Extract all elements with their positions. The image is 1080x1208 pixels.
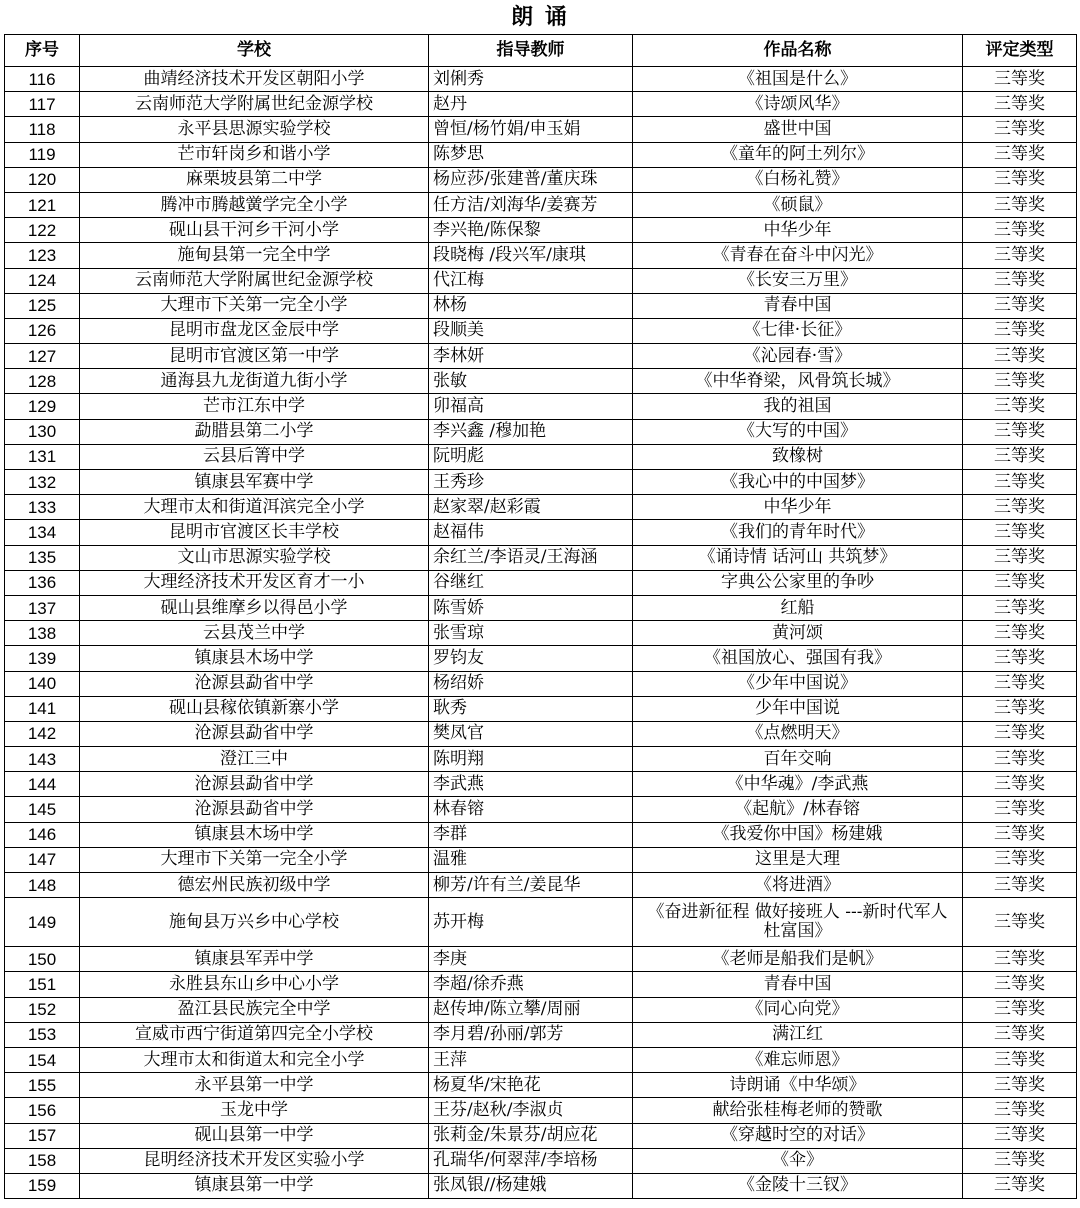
cell-school: 昆明经济技术开发区实验小学 bbox=[80, 1148, 429, 1173]
cell-work: 《大写的中国》 bbox=[633, 419, 963, 444]
cell-work: 《沁园春·雪》 bbox=[633, 344, 963, 369]
cell-num: 126 bbox=[5, 318, 80, 343]
cell-num: 143 bbox=[5, 747, 80, 772]
cell-work: 青春中国 bbox=[633, 972, 963, 997]
table-row bbox=[5, 243, 1077, 268]
cell-award: 三等奖 bbox=[963, 1098, 1077, 1123]
cell-teacher: 温雅 bbox=[429, 847, 633, 872]
cell-teacher: 刘俐秀 bbox=[429, 67, 633, 92]
cell-work: 中华少年 bbox=[633, 218, 963, 243]
cell-school: 大理市太和街道太和完全小学 bbox=[80, 1047, 429, 1072]
table-row bbox=[5, 847, 1077, 872]
cell-teacher: 耿秀 bbox=[429, 696, 633, 721]
cell-school: 永平县第一中学 bbox=[80, 1073, 429, 1098]
cell-school: 永胜县东山乡中心小学 bbox=[80, 972, 429, 997]
cell-teacher: 李超/徐乔燕 bbox=[429, 972, 633, 997]
cell-award: 三等奖 bbox=[963, 570, 1077, 595]
cell-teacher: 王萍 bbox=[429, 1047, 633, 1072]
cell-num: 130 bbox=[5, 419, 80, 444]
cell-teacher: 张敏 bbox=[429, 369, 633, 394]
cell-teacher: 王芬/赵秋/李淑贞 bbox=[429, 1098, 633, 1123]
table-row bbox=[5, 117, 1077, 142]
cell-num: 145 bbox=[5, 797, 80, 822]
cell-work: 《我心中的中国梦》 bbox=[633, 470, 963, 495]
cell-award: 三等奖 bbox=[963, 419, 1077, 444]
cell-award: 三等奖 bbox=[963, 444, 1077, 469]
cell-school: 大理市下关第一完全小学 bbox=[80, 847, 429, 872]
cell-award: 三等奖 bbox=[963, 997, 1077, 1022]
table-row bbox=[5, 394, 1077, 419]
cell-num: 135 bbox=[5, 545, 80, 570]
cell-work: 《硕鼠》 bbox=[633, 192, 963, 217]
cell-school: 沧源县勐省中学 bbox=[80, 797, 429, 822]
cell-num: 134 bbox=[5, 520, 80, 545]
cell-work: 《诵诗情 话河山 共筑梦》 bbox=[633, 545, 963, 570]
cell-work: 《少年中国说》 bbox=[633, 671, 963, 696]
award-table bbox=[4, 34, 1077, 1199]
cell-work: 《我爱你中国》杨建娥 bbox=[633, 822, 963, 847]
cell-num: 121 bbox=[5, 192, 80, 217]
cell-teacher: 陈梦思 bbox=[429, 142, 633, 167]
cell-num: 148 bbox=[5, 873, 80, 898]
cell-school: 镇康县军弄中学 bbox=[80, 947, 429, 972]
cell-work: 《难忘师恩》 bbox=[633, 1047, 963, 1072]
cell-school: 芒市江东中学 bbox=[80, 394, 429, 419]
cell-award: 三等奖 bbox=[963, 67, 1077, 92]
cell-award: 三等奖 bbox=[963, 671, 1077, 696]
cell-award: 三等奖 bbox=[963, 218, 1077, 243]
cell-num: 122 bbox=[5, 218, 80, 243]
cell-teacher: 张雪琼 bbox=[429, 621, 633, 646]
cell-award: 三等奖 bbox=[963, 847, 1077, 872]
table-row bbox=[5, 419, 1077, 444]
cell-teacher: 林杨 bbox=[429, 293, 633, 318]
cell-work: 《中华魂》/李武燕 bbox=[633, 772, 963, 797]
cell-teacher: 赵家翠/赵彩霞 bbox=[429, 495, 633, 520]
cell-work: 青春中国 bbox=[633, 293, 963, 318]
cell-teacher: 赵福伟 bbox=[429, 520, 633, 545]
cell-num: 150 bbox=[5, 947, 80, 972]
cell-teacher: 杨夏华/宋艳花 bbox=[429, 1073, 633, 1098]
cell-award: 三等奖 bbox=[963, 394, 1077, 419]
cell-award: 三等奖 bbox=[963, 268, 1077, 293]
table-row bbox=[5, 1098, 1077, 1123]
cell-school: 镇康县木场中学 bbox=[80, 646, 429, 671]
cell-award: 三等奖 bbox=[963, 873, 1077, 898]
table-row bbox=[5, 318, 1077, 343]
cell-teacher: 张凤银//杨建娥 bbox=[429, 1173, 633, 1198]
cell-school: 施甸县第一完全中学 bbox=[80, 243, 429, 268]
cell-work: 《金陵十三钗》 bbox=[633, 1173, 963, 1198]
cell-num: 152 bbox=[5, 997, 80, 1022]
cell-school: 麻栗坡县第二中学 bbox=[80, 167, 429, 192]
cell-teacher: 阮明彪 bbox=[429, 444, 633, 469]
cell-work: 《祖国是什么》 bbox=[633, 67, 963, 92]
cell-school: 昆明市盘龙区金辰中学 bbox=[80, 318, 429, 343]
cell-work: 献给张桂梅老师的赞歌 bbox=[633, 1098, 963, 1123]
cell-num: 140 bbox=[5, 671, 80, 696]
cell-num: 133 bbox=[5, 495, 80, 520]
cell-award: 三等奖 bbox=[963, 369, 1077, 394]
cell-school: 沧源县勐省中学 bbox=[80, 721, 429, 746]
cell-teacher: 孔瑞华/何翠萍/李培杨 bbox=[429, 1148, 633, 1173]
cell-teacher: 杨应莎/张建普/董庆珠 bbox=[429, 167, 633, 192]
cell-teacher: 李庚 bbox=[429, 947, 633, 972]
cell-school: 芒市轩岗乡和谐小学 bbox=[80, 142, 429, 167]
table-row bbox=[5, 1022, 1077, 1047]
cell-work: 《点燃明天》 bbox=[633, 721, 963, 746]
cell-work: 这里是大理 bbox=[633, 847, 963, 872]
table-row bbox=[5, 1173, 1077, 1198]
cell-work: 《老师是船我们是帆》 bbox=[633, 947, 963, 972]
table-row bbox=[5, 67, 1077, 92]
header-award: 评定类型 bbox=[963, 35, 1077, 67]
cell-award: 三等奖 bbox=[963, 167, 1077, 192]
cell-award: 三等奖 bbox=[963, 344, 1077, 369]
cell-num: 129 bbox=[5, 394, 80, 419]
cell-num: 137 bbox=[5, 595, 80, 620]
cell-num: 155 bbox=[5, 1073, 80, 1098]
cell-teacher: 任方洁/刘海华/姜赛芳 bbox=[429, 192, 633, 217]
cell-teacher: 李兴鑫 /穆加艳 bbox=[429, 419, 633, 444]
cell-num: 117 bbox=[5, 92, 80, 117]
cell-work: 少年中国说 bbox=[633, 696, 963, 721]
cell-award: 三等奖 bbox=[963, 898, 1077, 947]
cell-school: 砚山县第一中学 bbox=[80, 1123, 429, 1148]
table-row bbox=[5, 696, 1077, 721]
cell-num: 119 bbox=[5, 142, 80, 167]
cell-school: 勐腊县第二小学 bbox=[80, 419, 429, 444]
cell-teacher: 段顺美 bbox=[429, 318, 633, 343]
cell-school: 大理市太和街道洱滨完全小学 bbox=[80, 495, 429, 520]
cell-work: 致橡树 bbox=[633, 444, 963, 469]
cell-work: 红船 bbox=[633, 595, 963, 620]
header-work: 作品名称 bbox=[633, 35, 963, 67]
cell-award: 三等奖 bbox=[963, 495, 1077, 520]
cell-teacher: 罗钧友 bbox=[429, 646, 633, 671]
cell-teacher: 王秀珍 bbox=[429, 470, 633, 495]
cell-award: 三等奖 bbox=[963, 545, 1077, 570]
cell-teacher: 苏开梅 bbox=[429, 898, 633, 947]
cell-num: 124 bbox=[5, 268, 80, 293]
header-teacher: 指导教师 bbox=[429, 35, 633, 67]
cell-award: 三等奖 bbox=[963, 142, 1077, 167]
cell-work: 《七律·长征》 bbox=[633, 318, 963, 343]
cell-school: 通海县九龙街道九街小学 bbox=[80, 369, 429, 394]
table-row bbox=[5, 545, 1077, 570]
cell-work: 字典公公家里的争吵 bbox=[633, 570, 963, 595]
cell-school: 镇康县第一中学 bbox=[80, 1173, 429, 1198]
cell-school: 云县茂兰中学 bbox=[80, 621, 429, 646]
header-num: 序号 bbox=[5, 35, 80, 67]
table-row bbox=[5, 898, 1077, 947]
table-row bbox=[5, 192, 1077, 217]
cell-school: 沧源县勐省中学 bbox=[80, 772, 429, 797]
cell-work: 《起航》/林春镕 bbox=[633, 797, 963, 822]
cell-award: 三等奖 bbox=[963, 822, 1077, 847]
cell-award: 三等奖 bbox=[963, 972, 1077, 997]
cell-school: 大理市下关第一完全小学 bbox=[80, 293, 429, 318]
cell-teacher: 代江梅 bbox=[429, 268, 633, 293]
cell-work: 百年交响 bbox=[633, 747, 963, 772]
cell-num: 142 bbox=[5, 721, 80, 746]
cell-teacher: 陈雪娇 bbox=[429, 595, 633, 620]
cell-num: 116 bbox=[5, 67, 80, 92]
table-row bbox=[5, 293, 1077, 318]
cell-award: 三等奖 bbox=[963, 696, 1077, 721]
cell-teacher: 樊凤官 bbox=[429, 721, 633, 746]
cell-school: 曲靖经济技术开发区朝阳小学 bbox=[80, 67, 429, 92]
cell-work: 《祖国放心、强国有我》 bbox=[633, 646, 963, 671]
cell-num: 132 bbox=[5, 470, 80, 495]
cell-school: 沧源县勐省中学 bbox=[80, 671, 429, 696]
cell-num: 159 bbox=[5, 1173, 80, 1198]
cell-award: 三等奖 bbox=[963, 293, 1077, 318]
table-row bbox=[5, 167, 1077, 192]
cell-award: 三等奖 bbox=[963, 721, 1077, 746]
cell-work: 我的祖国 bbox=[633, 394, 963, 419]
cell-num: 120 bbox=[5, 167, 80, 192]
table-header-row bbox=[5, 35, 1077, 67]
table-row bbox=[5, 947, 1077, 972]
cell-teacher: 李群 bbox=[429, 822, 633, 847]
table-row bbox=[5, 595, 1077, 620]
cell-award: 三等奖 bbox=[963, 470, 1077, 495]
cell-work: 《童年的阿土列尔》 bbox=[633, 142, 963, 167]
cell-teacher: 李兴艳/陈保黎 bbox=[429, 218, 633, 243]
cell-teacher: 李月碧/孙丽/郭芳 bbox=[429, 1022, 633, 1047]
cell-num: 128 bbox=[5, 369, 80, 394]
table-row bbox=[5, 972, 1077, 997]
table-row bbox=[5, 873, 1077, 898]
page-title: 朗 诵 bbox=[511, 5, 569, 30]
cell-work: 《奋进新征程 做好接班人 ---新时代军人 杜富国》 bbox=[633, 898, 963, 947]
cell-work: 《穿越时空的对话》 bbox=[633, 1123, 963, 1148]
table-row bbox=[5, 772, 1077, 797]
cell-school: 腾冲市腾越黉学完全小学 bbox=[80, 192, 429, 217]
cell-work: 满江红 bbox=[633, 1022, 963, 1047]
cell-award: 三等奖 bbox=[963, 520, 1077, 545]
cell-num: 136 bbox=[5, 570, 80, 595]
cell-work: 《长安三万里》 bbox=[633, 268, 963, 293]
cell-work: 《将进酒》 bbox=[633, 873, 963, 898]
cell-work: 《伞》 bbox=[633, 1148, 963, 1173]
cell-teacher: 余红兰/李语灵/王海涵 bbox=[429, 545, 633, 570]
table-row bbox=[5, 570, 1077, 595]
table-row bbox=[5, 747, 1077, 772]
cell-num: 147 bbox=[5, 847, 80, 872]
cell-num: 151 bbox=[5, 972, 80, 997]
cell-award: 三等奖 bbox=[963, 595, 1077, 620]
cell-teacher: 柳芳/许有兰/姜昆华 bbox=[429, 873, 633, 898]
table-row bbox=[5, 671, 1077, 696]
cell-teacher: 杨绍娇 bbox=[429, 671, 633, 696]
cell-award: 三等奖 bbox=[963, 117, 1077, 142]
cell-award: 三等奖 bbox=[963, 1148, 1077, 1173]
table-row bbox=[5, 621, 1077, 646]
cell-work: 黄河颂 bbox=[633, 621, 963, 646]
cell-school: 大理经济技术开发区育才一小 bbox=[80, 570, 429, 595]
cell-num: 127 bbox=[5, 344, 80, 369]
table-row bbox=[5, 92, 1077, 117]
cell-award: 三等奖 bbox=[963, 747, 1077, 772]
cell-work: 《白杨礼赞》 bbox=[633, 167, 963, 192]
cell-award: 三等奖 bbox=[963, 92, 1077, 117]
cell-school: 砚山县维摩乡以得邑小学 bbox=[80, 595, 429, 620]
cell-school: 澄江三中 bbox=[80, 747, 429, 772]
cell-num: 123 bbox=[5, 243, 80, 268]
table-row bbox=[5, 142, 1077, 167]
cell-school: 镇康县军赛中学 bbox=[80, 470, 429, 495]
cell-award: 三等奖 bbox=[963, 621, 1077, 646]
cell-school: 宣威市西宁街道第四完全小学校 bbox=[80, 1022, 429, 1047]
cell-school: 文山市思源实验学校 bbox=[80, 545, 429, 570]
table-row bbox=[5, 1073, 1077, 1098]
cell-award: 三等奖 bbox=[963, 1073, 1077, 1098]
table-row bbox=[5, 344, 1077, 369]
cell-num: 141 bbox=[5, 696, 80, 721]
cell-school: 云南师范大学附属世纪金源学校 bbox=[80, 268, 429, 293]
cell-school: 云县后箐中学 bbox=[80, 444, 429, 469]
cell-num: 131 bbox=[5, 444, 80, 469]
cell-num: 153 bbox=[5, 1022, 80, 1047]
cell-school: 德宏州民族初级中学 bbox=[80, 873, 429, 898]
table-row bbox=[5, 997, 1077, 1022]
cell-award: 三等奖 bbox=[963, 772, 1077, 797]
table-row bbox=[5, 369, 1077, 394]
cell-num: 125 bbox=[5, 293, 80, 318]
table-row bbox=[5, 646, 1077, 671]
cell-teacher: 李武燕 bbox=[429, 772, 633, 797]
cell-work: 《青春在奋斗中闪光》 bbox=[633, 243, 963, 268]
cell-num: 144 bbox=[5, 772, 80, 797]
cell-num: 146 bbox=[5, 822, 80, 847]
cell-school: 昆明市官渡区长丰学校 bbox=[80, 520, 429, 545]
table-row bbox=[5, 1123, 1077, 1148]
table-row bbox=[5, 268, 1077, 293]
cell-school: 施甸县万兴乡中心学校 bbox=[80, 898, 429, 947]
cell-teacher: 卯福高 bbox=[429, 394, 633, 419]
cell-school: 镇康县木场中学 bbox=[80, 822, 429, 847]
cell-award: 三等奖 bbox=[963, 947, 1077, 972]
cell-award: 三等奖 bbox=[963, 1173, 1077, 1198]
cell-school: 玉龙中学 bbox=[80, 1098, 429, 1123]
cell-work: 中华少年 bbox=[633, 495, 963, 520]
cell-work: 盛世中国 bbox=[633, 117, 963, 142]
table-row bbox=[5, 797, 1077, 822]
table-row bbox=[5, 470, 1077, 495]
cell-num: 138 bbox=[5, 621, 80, 646]
cell-teacher: 李林妍 bbox=[429, 344, 633, 369]
table-row bbox=[5, 495, 1077, 520]
cell-work: 《我们的青年时代》 bbox=[633, 520, 963, 545]
table-row bbox=[5, 444, 1077, 469]
cell-award: 三等奖 bbox=[963, 243, 1077, 268]
cell-num: 149 bbox=[5, 898, 80, 947]
cell-teacher: 陈明翔 bbox=[429, 747, 633, 772]
cell-num: 157 bbox=[5, 1123, 80, 1148]
cell-num: 139 bbox=[5, 646, 80, 671]
cell-work: 《同心向党》 bbox=[633, 997, 963, 1022]
table-row bbox=[5, 1047, 1077, 1072]
cell-award: 三等奖 bbox=[963, 646, 1077, 671]
cell-school: 云南师范大学附属世纪金源学校 bbox=[80, 92, 429, 117]
cell-school: 砚山县稼依镇新寨小学 bbox=[80, 696, 429, 721]
cell-teacher: 赵传坤/陈立攀/周丽 bbox=[429, 997, 633, 1022]
table-row bbox=[5, 1148, 1077, 1173]
table-row bbox=[5, 721, 1077, 746]
table-row bbox=[5, 520, 1077, 545]
cell-teacher: 谷继红 bbox=[429, 570, 633, 595]
cell-award: 三等奖 bbox=[963, 318, 1077, 343]
table-row bbox=[5, 822, 1077, 847]
cell-teacher: 赵丹 bbox=[429, 92, 633, 117]
cell-award: 三等奖 bbox=[963, 797, 1077, 822]
cell-award: 三等奖 bbox=[963, 1123, 1077, 1148]
cell-award: 三等奖 bbox=[963, 1047, 1077, 1072]
cell-school: 盈江县民族完全中学 bbox=[80, 997, 429, 1022]
cell-school: 砚山县干河乡干河小学 bbox=[80, 218, 429, 243]
cell-num: 156 bbox=[5, 1098, 80, 1123]
cell-num: 154 bbox=[5, 1047, 80, 1072]
table-body bbox=[5, 67, 1077, 1199]
cell-school: 昆明市官渡区第一中学 bbox=[80, 344, 429, 369]
cell-teacher: 段晓梅 /段兴军/康琪 bbox=[429, 243, 633, 268]
cell-teacher: 林春镕 bbox=[429, 797, 633, 822]
cell-school: 永平县思源实验学校 bbox=[80, 117, 429, 142]
cell-award: 三等奖 bbox=[963, 1022, 1077, 1047]
cell-work: 《中华脊梁，风骨筑长城》 bbox=[633, 369, 963, 394]
table-row bbox=[5, 218, 1077, 243]
cell-teacher: 曾恒/杨竹娟/申玉娟 bbox=[429, 117, 633, 142]
cell-teacher: 张莉金/朱景芬/胡应花 bbox=[429, 1123, 633, 1148]
cell-num: 118 bbox=[5, 117, 80, 142]
cell-num: 158 bbox=[5, 1148, 80, 1173]
header-school: 学校 bbox=[80, 35, 429, 67]
cell-work: 诗朗诵《中华颂》 bbox=[633, 1073, 963, 1098]
cell-award: 三等奖 bbox=[963, 192, 1077, 217]
cell-work: 《诗颂风华》 bbox=[633, 92, 963, 117]
